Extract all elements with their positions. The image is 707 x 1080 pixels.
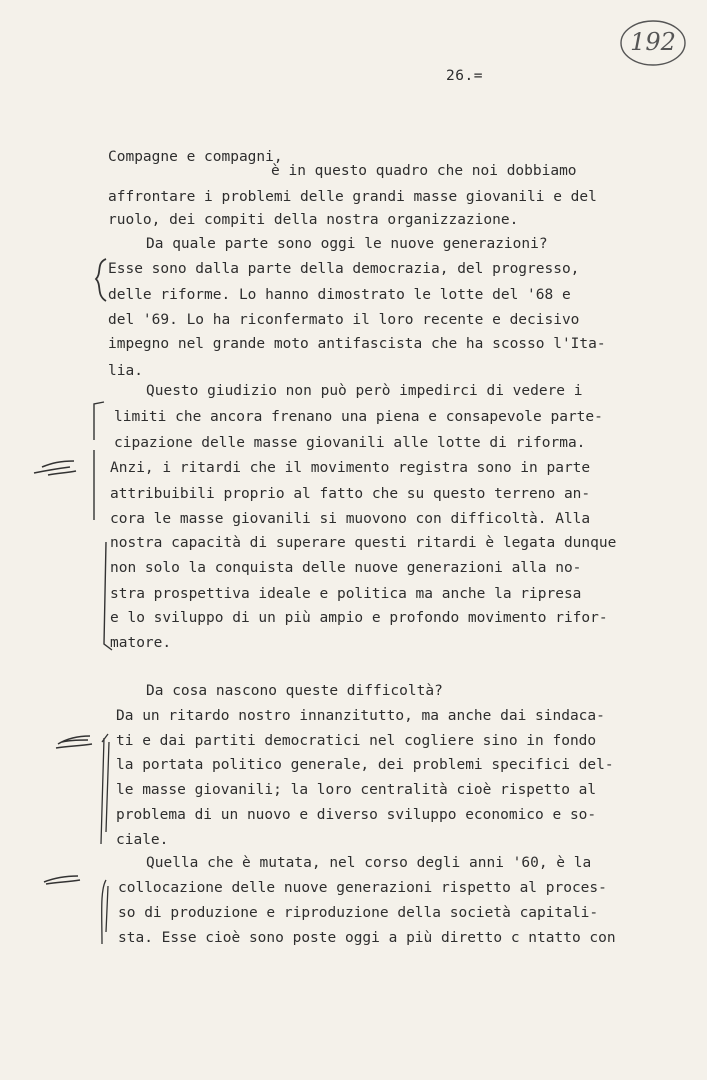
- text-line: nostra capacità di superare questi ritardi è legata dunque: [110, 535, 617, 551]
- margin-scribble-icon: [52, 728, 96, 754]
- text-line: so di produzione e riproduzione della società capitali-: [118, 905, 599, 921]
- text-line: impegno nel grande moto antifascista che ha scosso l'Ita-: [108, 336, 606, 352]
- archive-stamp: [618, 18, 688, 68]
- margin-double-bracket-icon: [96, 732, 114, 850]
- margin-scribble-icon: [40, 868, 84, 890]
- text-line: è in questo quadro che noi dobbiamo: [271, 163, 577, 179]
- text-line: ciale.: [116, 832, 169, 848]
- text-line: limiti che ancora frenano una piena e consapevole parte-: [114, 409, 603, 425]
- margin-bracket-icon: [96, 876, 112, 950]
- margin-bracket-icon: [88, 398, 108, 526]
- text-line: attribuibili proprio al fatto che su questo terreno an-: [110, 486, 591, 502]
- text-line: del '69. Lo ha riconfermato il loro recente e decisivo: [108, 312, 580, 328]
- text-line: le masse giovanili; la loro centralità cioè rispetto al: [116, 782, 597, 798]
- text-line: delle riforme. Lo hanno dimostrato le lotte del '68 e: [108, 287, 571, 303]
- margin-scribble-icon: [30, 455, 80, 479]
- text-line: Esse sono dalla parte della democrazia, del progresso,: [108, 261, 580, 277]
- text-line: matore.: [110, 635, 172, 651]
- text-line: Da quale parte sono oggi le nuove generazioni?: [146, 236, 548, 252]
- page-number: 26.=: [446, 68, 483, 84]
- text-line: cipazione delle masse giovanili alle lotte di riforma.: [114, 435, 586, 451]
- text-line: e lo sviluppo di un più ampio e profondo movimento rifor-: [110, 610, 608, 626]
- text-line: Quella che è mutata, nel corso degli anni '60, è la: [146, 855, 592, 871]
- text-line: Da cosa nascono queste difficoltà?: [146, 683, 443, 699]
- text-line: affrontare i problemi delle grandi masse giovanili e del: [108, 189, 597, 205]
- margin-brace-icon: [90, 255, 112, 305]
- margin-bracket-icon: [98, 538, 114, 653]
- text-line: non solo la conquista delle nuove generazioni alla no-: [110, 560, 582, 576]
- text-line: Questo giudizio non può però impedirci di vedere i: [146, 383, 583, 399]
- text-line: la portata politico generale, dei problemi specifici del-: [116, 757, 614, 773]
- text-line: Compagne e compagni,: [108, 149, 283, 165]
- text-line: problema di un nuovo e diverso sviluppo economico e so-: [116, 807, 597, 823]
- text-line: lia.: [108, 363, 143, 379]
- text-line: collocazione delle nuove generazioni rispetto al proces-: [118, 880, 607, 896]
- text-line: cora le masse giovanili si muovono con difficoltà. Alla: [110, 511, 591, 527]
- text-line: stra prospettiva ideale e politica ma anche la ripresa: [110, 586, 582, 602]
- text-line: Anzi, i ritardi che il movimento registra sono in parte: [110, 460, 591, 476]
- text-line: sta. Esse cioè sono poste oggi a più diretto c ntatto con: [118, 930, 616, 946]
- text-line: ti e dai partiti democratici nel cogliere sino in fondo: [116, 733, 597, 749]
- archive-number: 192: [630, 28, 676, 56]
- text-line: Da un ritardo nostro innanzitutto, ma anche dai sindaca-: [116, 708, 605, 724]
- text-line: ruolo, dei compiti della nostra organizzazione.: [108, 212, 519, 228]
